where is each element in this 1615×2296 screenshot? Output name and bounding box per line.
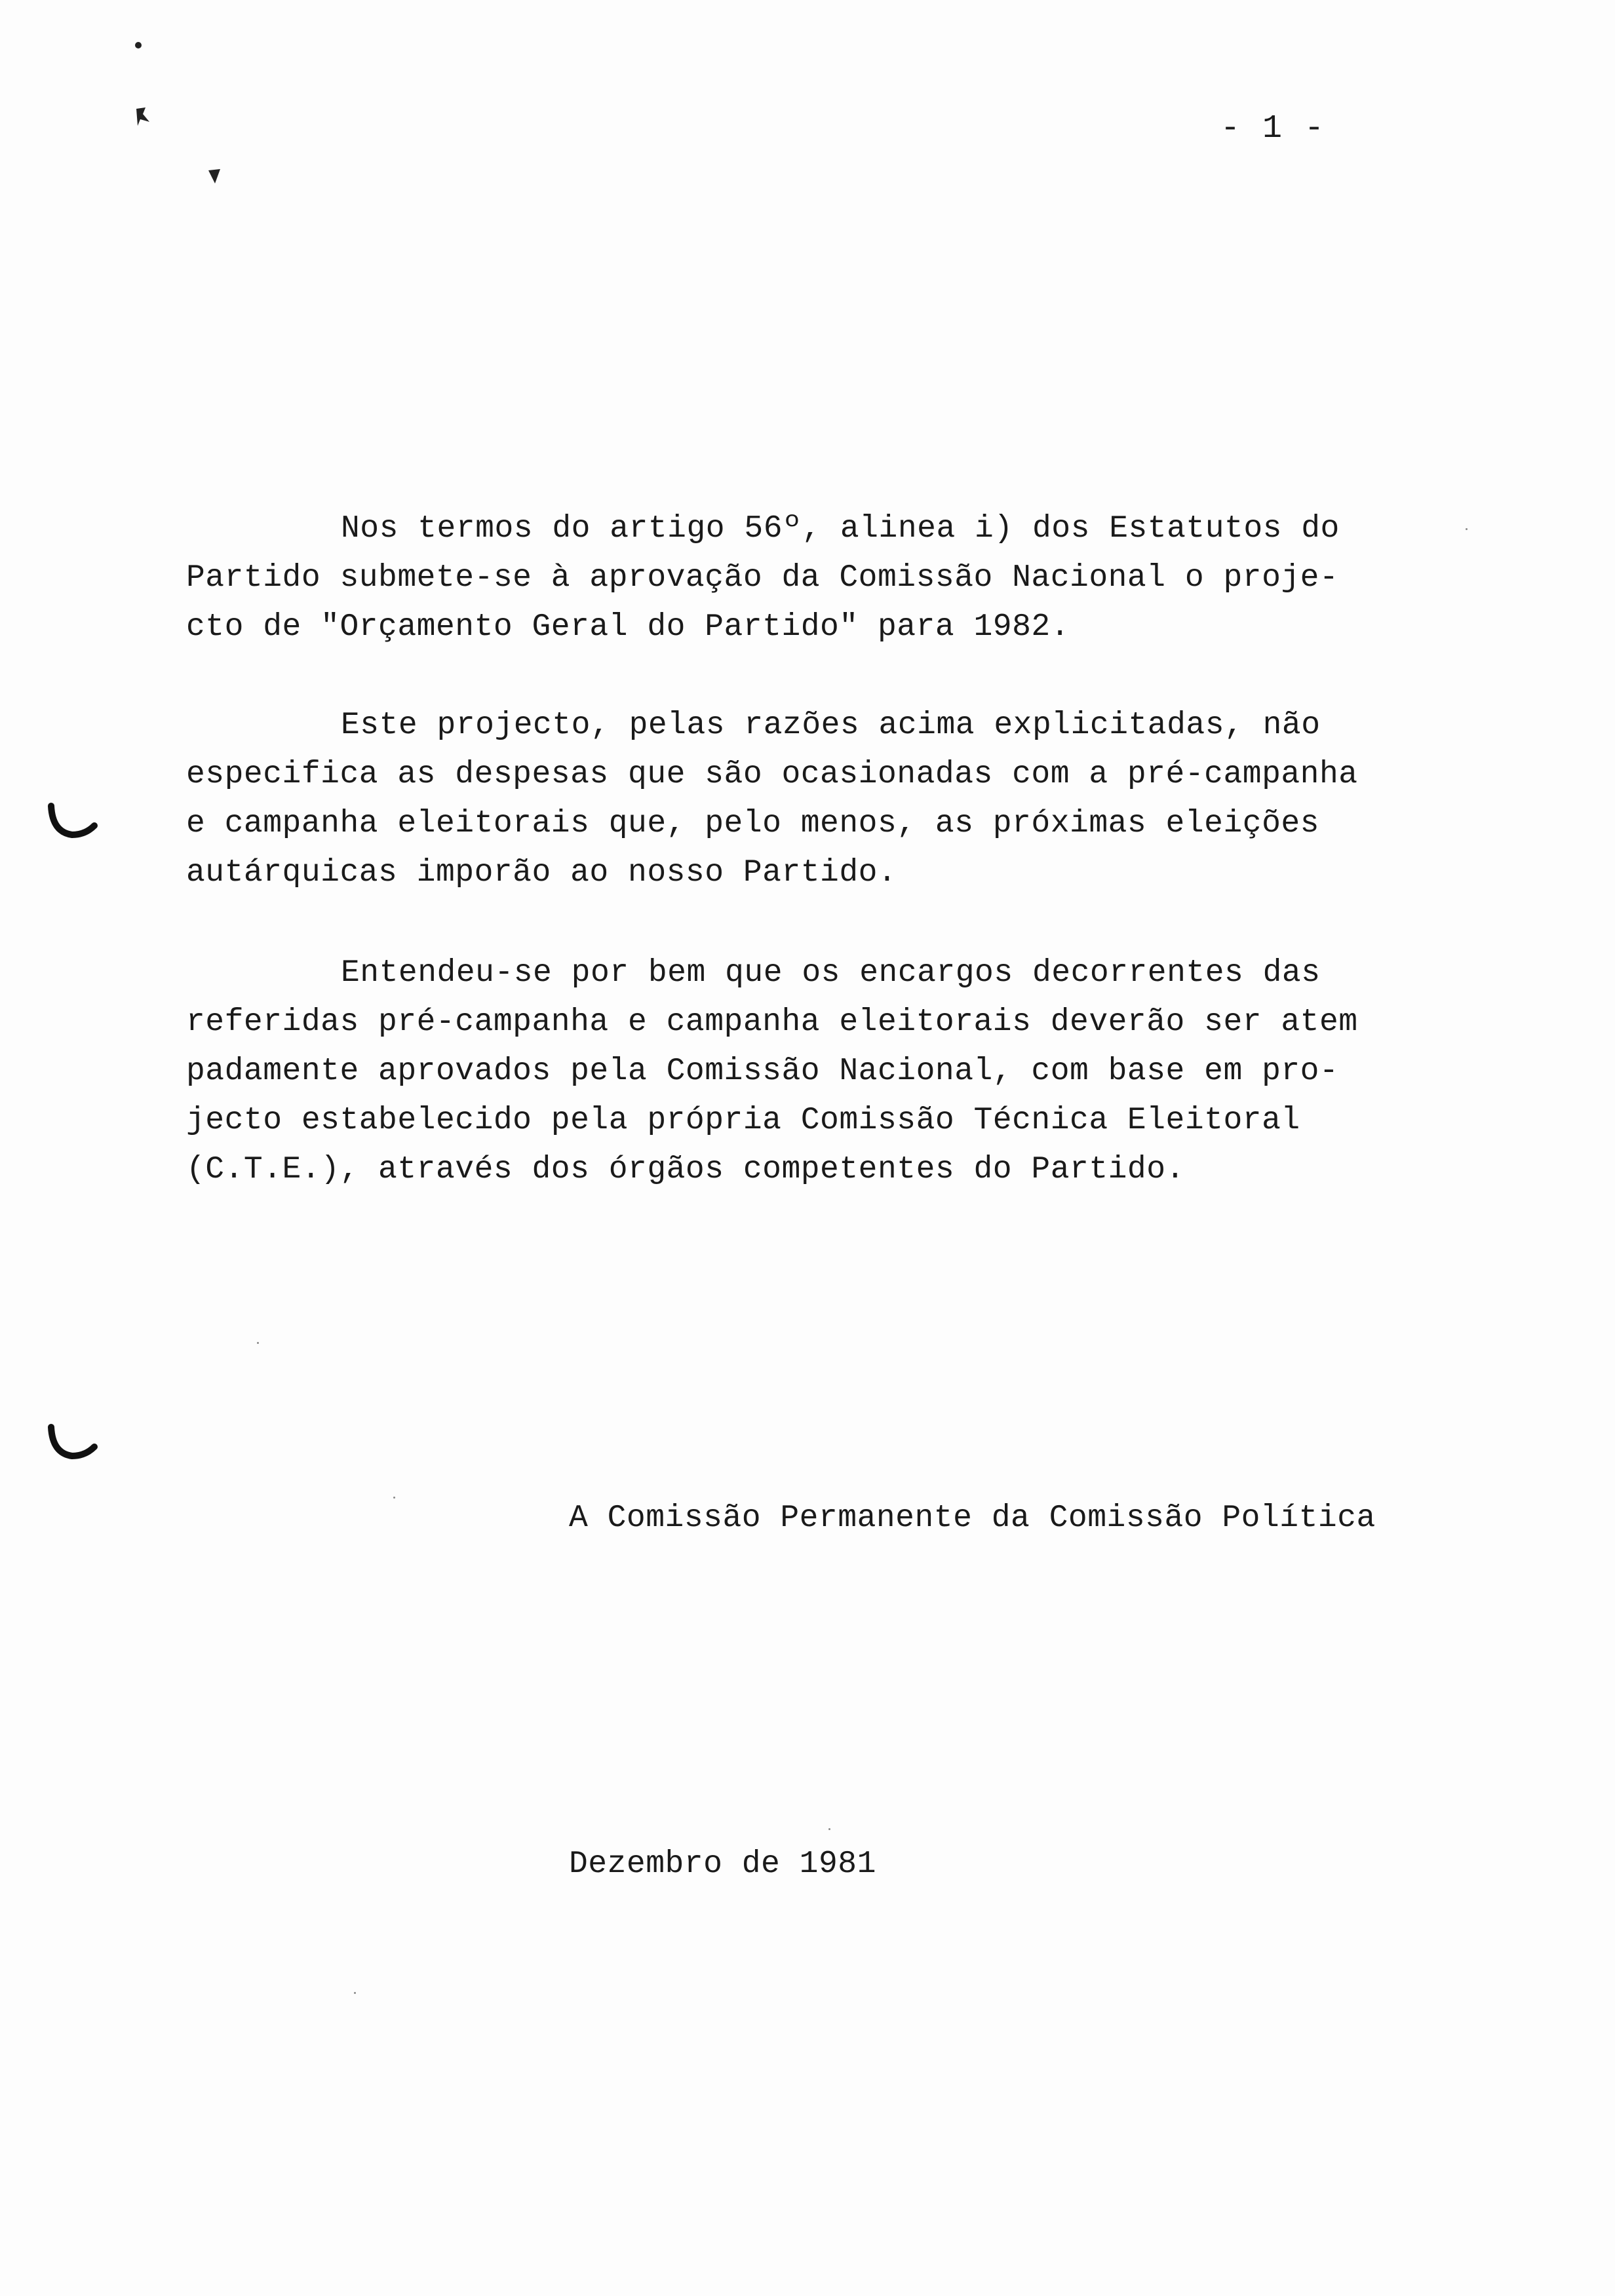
binder-hole-mark [46,1423,98,1463]
scan-speck [393,1497,395,1499]
paragraph-1-line-2: Partido submete-se à aprovação da Comissão Nacional o proje- [186,560,1339,596]
scan-speck [257,1342,259,1344]
binder-hole-mark [46,802,98,841]
paragraph-3-line-2: referidas pré-campanha e campanha eleitorais deverão ser atem [186,1004,1358,1040]
paragraph-2-line-3: e campanha eleitorais que, pelo menos, as próximas eleições [186,806,1319,841]
scan-speck [828,1828,830,1830]
paragraph-3-line-4: jecto estabelecido pela própria Comissão Técnica Eleitoral [186,1103,1300,1138]
paragraph-1-line-3: cto de "Orçamento Geral do Partido" para 1982. [186,609,1070,645]
paragraph-2-line-4: autárquicas imporão ao nosso Partido. [186,855,897,890]
paragraph-3-line-3: padamente aprovados pela Comissão Nacional, com base em pro- [186,1054,1339,1089]
scan-speck [135,42,142,48]
document-date: Dezembro de 1981 [569,1846,876,1882]
paragraph-2-line-1: Este projecto, pelas razões acima explicitadas, não [341,708,1321,743]
page-number: - 1 - [1220,110,1326,147]
signature-line: A Comissão Permanente da Comissão Política [569,1501,1376,1536]
paragraph-3-line-1: Entendeu-se por bem que os encargos decorrentes das [341,955,1321,991]
scan-speck [354,1992,356,1994]
scan-mark [134,105,153,128]
scan-mark [207,168,223,186]
paragraph-3-line-5: (C.T.E.), através dos órgãos competentes do Partido. [186,1152,1185,1187]
paragraph-1-line-1: Nos termos do artigo 56º, alinea i) dos Estatutos do [341,511,1340,546]
scan-speck [1466,528,1468,530]
paragraph-2-line-2: especifica as despesas que são ocasionadas com a pré-campanha [186,757,1358,792]
